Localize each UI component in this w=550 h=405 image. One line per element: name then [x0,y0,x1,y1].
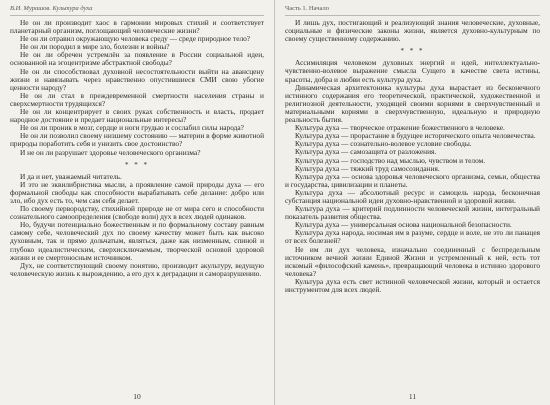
paragraph: Культура духа — универсальная основа национальной безопасности. [295,220,512,230]
left-running-head: В.И. Мурашов. Культура духа [10,4,264,16]
left-page-number: 10 [133,392,141,401]
paragraph: Культура духа — сознательно-волевое условие свободы. [295,139,472,149]
paragraph: И это не эквилибристика мысли, а проявление самой природы духа — его формальной свободы как способности вырабатывать себе делание: добро или зло, ибо дух есть то, чем сам себя делает. [10,179,264,205]
paragraph: Культура духа есть свет истинной человеческой жизни, который и остается инструментом для всех людей. [285,276,540,294]
paragraph: Культура духа — самозащита от разложения. [295,147,437,157]
right-running-head: Часть 1. Начало [285,4,540,16]
paragraph: Культура духа — абсолютный ресурс и самоцель народа, бесконечная субстанция национальной идеи духовно-нравственной и здоровой жизни. [285,187,540,205]
paragraph: Не он ли стал в преждевременной смертности населения страны и сверхсмертности трудящихся? [10,90,264,108]
paragraph: Ассимиляция человеком духовных энергий и идей, интеллектуально-чувственно-волевое выражение смысла Сущего в качестве света истины, красоты, добра и любви есть культура духа. [285,58,540,84]
right-page [275,0,550,405]
right-page-number: 11 [408,392,417,401]
paragraph: Культура духа — господство над мыслью, чувством и телом. [295,155,486,165]
paragraph: Не он ли позволил своему низшему состоянию — материи в форме животной природы поработить себя и унизить свое достоинство? [10,131,264,149]
paragraph: Не он ли отравил окружающую человека среду — среде природное тело? [20,34,251,44]
paragraph: Не он ли производит хаос в гармонии мировых стихий и соответствует планетарный организм, поглощающий человеческие жизни? [10,18,264,36]
paragraph: Культура духа народа, носимая им в разуме, сердце и воле, не это ли панацея от всех болезней? [285,228,540,246]
paragraph: Культура духа — критерий подлинности человеческой жизни, интегральный показатель развития общества. [285,204,540,222]
paragraph: Но, будучи потенциально божественным и по формальному составу равным самому себе, человеческий дух по своему качеству может быть как высоко духовным, так и прямо дольчатым, являться, даже как низменным, спиной и глубоко идеалистическим, сверхисключаемым, творческой основой здоровой жизни и ее смертоносным источником. [10,220,264,262]
paragraph: Динамическая архитектоника культуры духа вырастает из бесконечного истинного содержания его теоретической, практической, художественной и религиозной деятельности, уходящей своими корнями в сверхчувственный и материальными корнями в сверхчувственную, идеальную и природную реальность бытия. [285,82,540,125]
section-divider-stars: * * * [125,160,149,169]
paragraph: Культура духа — основа здоровья человеческого организма, семьи, общества и государства, цивилизации и планеты. [285,171,540,189]
paragraph: Культура духа — прорастание в будущее исторического опыта человечества. [295,131,536,141]
paragraph: Не он ли способствовал духовной несостоятельности выйти на авансцену жизни и навязывать через нравственно опустившиеся СМИ свою убогие ценности народу? [10,66,264,92]
paragraph: Культура духа — тяжкий труд самосозидания. [295,163,440,173]
paragraph: Не он ли породил в мире зло, болезни и войны? [20,42,170,52]
paragraph: И не он ли разрушает здоровье человеческого организма? [20,147,201,157]
paragraph: Не он ли концентрирует в своих руках собственность и власть, продает народное достояние и предает национальные интересы? [10,107,264,125]
paragraph: По своему первородству, стихийной природе не от мира сего и способности сознательного самоопределения (свободе воли) дух в всех людей одинаков. [10,204,264,222]
paragraph: Не им ли дух человека, изначально соединенный с беспредельным источником вечной жизни Единой Жизни и устремленный к ней, есть тот искомый «философский камень», превращающий человека в истинно здорового человека? [285,244,540,278]
paragraph: Культура духа — творческое отражение божественного в человеке. [295,123,505,133]
left-page-text [10,19,264,278]
paragraph: Дух, не соответствующий своему понятию, производит акультуру, ведущую человеческую жизнь к вырождению, а его дух к деградации и саморазрушению. [10,260,264,278]
section-divider-stars: * * * [400,47,425,56]
right-page-text [285,19,540,294]
paragraph: И лишь дух, постигающий и реализующий знания человеческие, духовные, социальные и физические законы жизни, является духовно-культурным по своему существенному содержанию. [285,18,540,44]
paragraph: Не он ли проник в мозг, сердце и ноги грудью и сослабил силы народа? [20,123,244,133]
paragraph: Не он ли обречен устремлён за появление в России социальной идеи, основанной на эгоцентризме абстрактной свободы? [10,50,264,68]
paragraph: И да и нет, уважаемый читатель. [20,171,122,181]
